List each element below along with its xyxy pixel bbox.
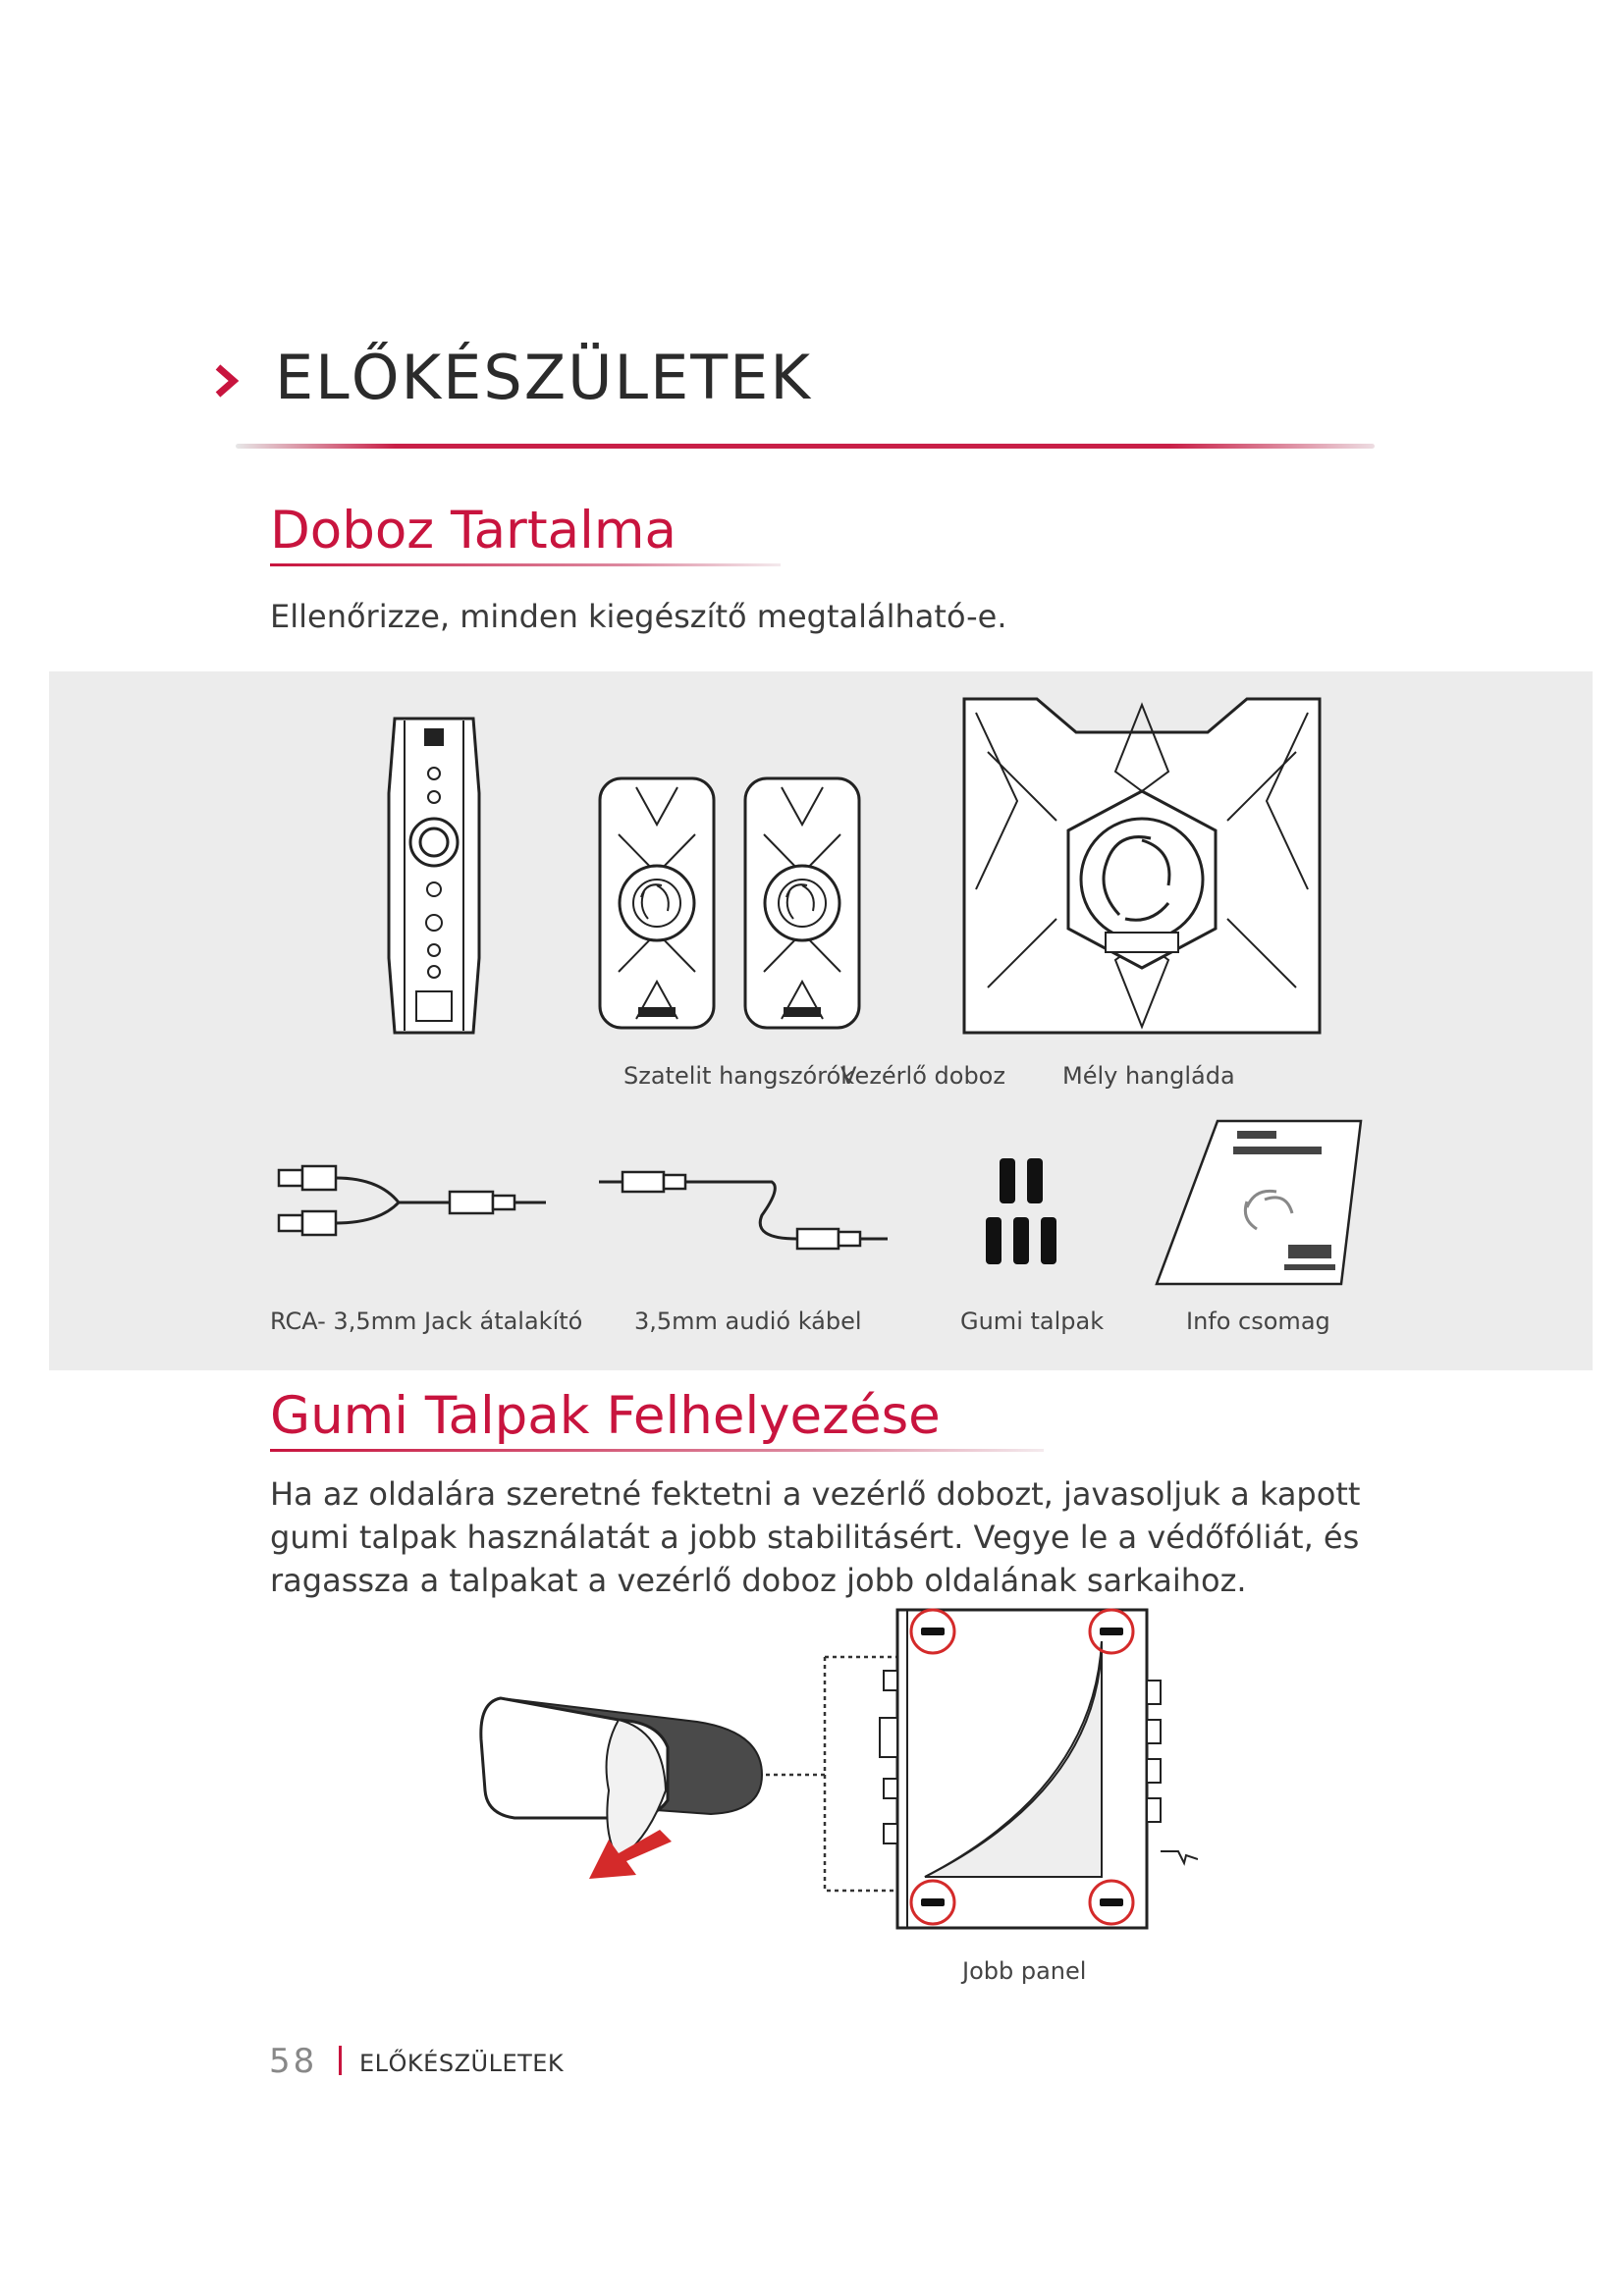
caption-subwoofer: Mély hangláda bbox=[1062, 1062, 1235, 1090]
caption-control-box: Vezérlő doboz bbox=[840, 1062, 1005, 1090]
footer-section-label: ELŐKÉSZÜLETEK bbox=[359, 2050, 565, 2077]
rca-adapter-image bbox=[271, 1158, 556, 1247]
section-divider bbox=[236, 444, 1375, 449]
audio-cable-image bbox=[595, 1158, 892, 1266]
rubber-feet-image bbox=[978, 1154, 1068, 1268]
footer-separator bbox=[339, 2046, 342, 2075]
caption-info-package: Info csomag bbox=[1186, 1308, 1330, 1335]
rubber-feet-paragraph: Ha az oldalára szeretné fektetni a vezérlő dobozt, javasoljuk a kapott gumi talpak használatát a jobb stabilitásért. Vegye le a védőfóliát, és ragassza a talpakat a vezérlő doboz jobb oldalának sarkaihoz. bbox=[270, 1475, 1361, 1599]
control-box-image bbox=[387, 715, 481, 1037]
caption-rca-adapter: RCA- 3,5mm Jack átalakító bbox=[270, 1308, 583, 1335]
box-contents-title: Doboz Tartalma bbox=[270, 501, 677, 561]
info-package-image bbox=[1149, 1117, 1367, 1288]
box-contents-intro: Ellenőrizze, minden kiegészítő megtalálható-e. bbox=[270, 598, 1007, 635]
peel-film-illustration bbox=[471, 1692, 766, 1898]
satellite-speaker-right-image bbox=[742, 775, 862, 1031]
box-contents-underline bbox=[270, 563, 781, 566]
chevron-right-icon bbox=[208, 361, 247, 400]
caption-satellite-speakers: Szatelit hangszórók bbox=[623, 1062, 855, 1090]
rubber-feet-title: Gumi Talpak Felhelyezése bbox=[270, 1386, 941, 1446]
caption-audio-cable: 3,5mm audió kábel bbox=[634, 1308, 862, 1335]
satellite-speaker-left-image bbox=[597, 775, 717, 1031]
page-number: 58 bbox=[269, 2042, 318, 2081]
caption-rubber-feet: Gumi talpak bbox=[960, 1308, 1105, 1335]
right-panel-diagram bbox=[874, 1602, 1198, 1946]
section-title: ELŐKÉSZÜLETEK bbox=[275, 342, 812, 413]
rubber-feet-underline bbox=[270, 1449, 1044, 1452]
caption-right-panel: Jobb panel bbox=[962, 1957, 1087, 1985]
subwoofer-image bbox=[958, 693, 1326, 1039]
